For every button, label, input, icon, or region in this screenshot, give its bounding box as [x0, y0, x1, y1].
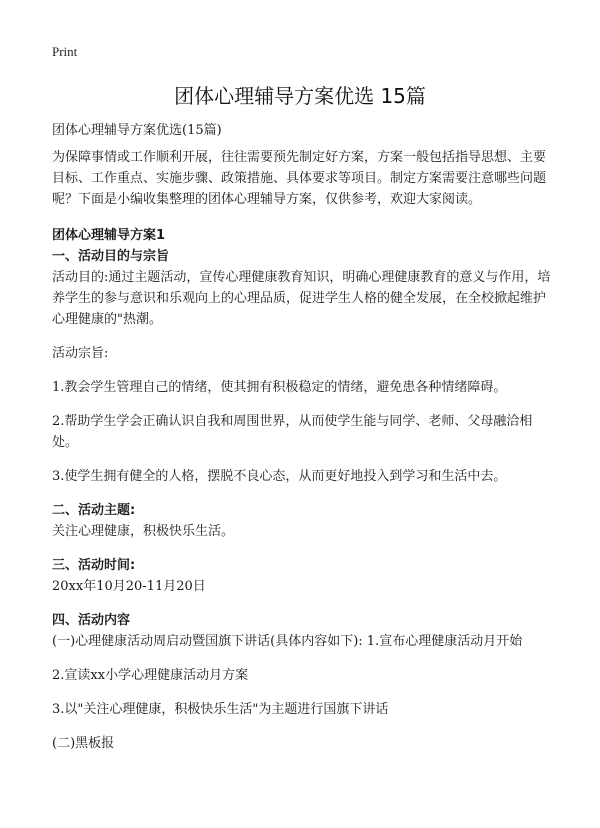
intro-paragraph: 为保障事情或工作顺利开展，往往需要预先制定好方案，方案一般包括指导思想、主要目标、工作重点、实施步骤、政策措施、具体要求等项目。制定方案需要注意哪些问题呢？下面是小编收集整理的团体心理辅导方案，仅供参考，欢迎大家阅读。 — [52, 150, 547, 207]
aim-item-3: 3.使学生拥有健全的人格，摆脱不良心态，从而更好地投入到学习和生活中去。 — [52, 469, 507, 484]
plan-heading: 团体心理辅导方案1 — [52, 228, 166, 243]
aim-item-2: 2.帮助学生学会正确认识自我和周围世界，从而使学生能与同学、老师、父母融洽相处。 — [52, 414, 533, 450]
content-item-4: (二)黑板报 — [52, 736, 115, 751]
content-item-3: 3.以"关注心理健康，积极快乐生活"为主题进行国旗下讲话 — [52, 702, 389, 717]
content-item-2: 2.宣读xx小学心理健康活动月方案 — [52, 668, 249, 683]
section-heading-purpose: 一、活动目的与宗旨 — [52, 249, 170, 264]
document-title: 团体心理辅导方案优选 15篇 — [174, 84, 426, 108]
aim-label: 活动宗旨: — [52, 346, 109, 361]
section-heading-theme: 二、活动主题: — [52, 503, 136, 518]
print-label: Print — [52, 44, 78, 59]
section-heading-time: 三、活动时间: — [52, 558, 136, 573]
content-item-1: (一)心理健康活动周启动暨国旗下讲话(具体内容如下): 1.宣布心理健康活动月开始 — [52, 634, 523, 649]
aim-item-1: 1.教会学生管理自己的情绪，使其拥有积极稳定的情绪，避免患各种情绪障碍。 — [52, 380, 507, 395]
section-heading-content: 四、活动内容 — [52, 613, 131, 628]
purpose-paragraph: 活动目的:通过主题活动，宣传心理健康教育知识，明确心理健康教育的意义与作用，培养学生的参与意识和乐观向上的心理品质，促进学生人格的健全发展，在全校掀起维护心理健康的"热潮。 — [52, 270, 551, 327]
document-subtitle: 团体心理辅导方案优选(15篇) — [52, 123, 222, 138]
time-text: 20xx年10月20-11月20日 — [52, 579, 206, 594]
document-body — [52, 120, 552, 767]
theme-text: 关注心理健康，积极快乐生活。 — [52, 524, 235, 539]
